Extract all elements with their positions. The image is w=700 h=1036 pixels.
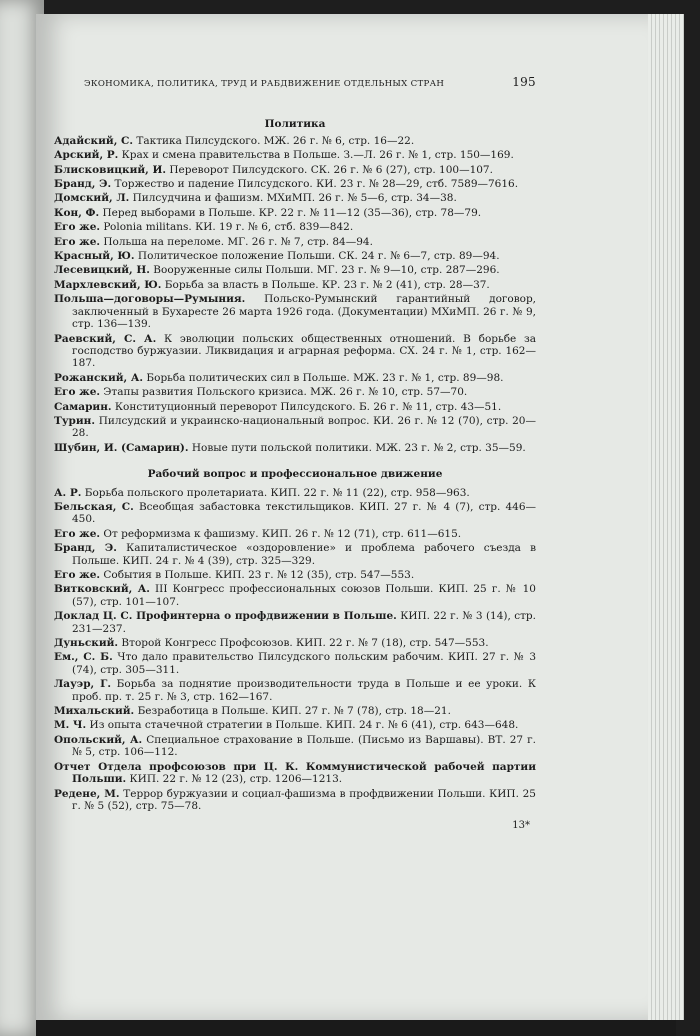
entry-text: Борьба политических сил в Польше. МЖ. 23 г. № 1, стр. 89—98.	[146, 371, 504, 384]
bibliography-entry	[54, 442, 536, 454]
bibliography-entry	[54, 415, 536, 440]
entry-author: Кон, Ф.	[54, 206, 100, 219]
entry-author: Михальский.	[54, 705, 135, 718]
bibliography-entry	[54, 401, 536, 413]
running-head	[84, 76, 536, 90]
entry-author: Рожанский, А.	[54, 371, 144, 384]
entry-text: Перед выборами в Польше. КР. 22 г. № 11—12 (35—36), стр. 78—79.	[102, 206, 482, 219]
entry-text: Этапы развития Польского кризиса. МЖ. 26 г. № 10, стр. 57—70.	[103, 386, 468, 399]
entry-author: Польша—договоры—Румыния.	[54, 293, 246, 306]
entry-author: М. Ч.	[54, 719, 87, 732]
entry-author: Бранд, Э.	[54, 542, 117, 555]
bibliography-entry	[54, 651, 536, 676]
entry-text: Польша на переломе. МГ. 26 г. № 7, стр. 84—94.	[103, 235, 373, 248]
entry-text: Политическое положение Польши. СК. 24 г. № 6—7, стр. 89—94.	[137, 250, 500, 263]
bibliography-entry	[54, 528, 536, 540]
entry-text: Террор буржуазии и социал-фашизма в профдвижении Польши. КИП. 25 г. № 5 (52), стр. 75—78.	[72, 787, 536, 812]
bibliography-entry	[54, 149, 536, 161]
bibliography-entry	[54, 761, 536, 786]
bibliography-sections	[54, 118, 536, 812]
bibliography-entry	[54, 279, 536, 291]
entry-text: Пилсудчина и фашизм. МХиМП. 26 г. № 5—6, стр. 34—38.	[132, 192, 457, 205]
entry-text: Второй Конгресс Профсоюзов. КИП. 22 г. № 7 (18), стр. 547—553.	[121, 637, 489, 650]
page-stack-edge	[648, 14, 684, 1020]
entry-text: Тактика Пилсудского. МЖ. 26 г. № 6, стр. 16—22.	[136, 134, 415, 147]
entry-author: Бранд, Э.	[54, 178, 112, 191]
entry-text: От реформизма к фашизму. КИП. 26 г. № 12 (71), стр. 611—615.	[103, 527, 462, 540]
entry-text: Пилсудский и украинско-национальный вопрос. КИ. 26 г. № 12 (70), стр. 20—28.	[72, 414, 536, 440]
entry-text: Торжество и падение Пилсудского. КИ. 23 г. № 28—29, стб. 7589—7616.	[114, 178, 519, 191]
entry-author: Доклад Ц. С. Профинтерна о профдвижении в Польше.	[54, 610, 397, 623]
entry-text: Конституционный переворот Пилсудского. Б. 26 г. № 11, стр. 43—51.	[114, 400, 502, 413]
entry-author: Арский, Р.	[54, 149, 119, 162]
bibliography-entry	[54, 569, 536, 581]
entry-author: Блисковицкий, И.	[54, 163, 167, 176]
bibliography-entry	[54, 501, 536, 526]
entry-text: КИП. 22 г. № 12 (23), стр. 1206—1213.	[129, 773, 343, 786]
entry-author: Бельская, С.	[54, 500, 134, 513]
entry-text: Всеобщая забастовка текстильщиков. КИП. 27 г. № 4 (7), стр. 446—450.	[72, 500, 536, 526]
page-content	[54, 76, 536, 833]
entry-author: Его же.	[54, 569, 101, 581]
entry-author: Его же.	[54, 386, 101, 399]
entry-author: Лауэр, Г.	[54, 678, 112, 691]
bibliography-entry	[54, 333, 536, 370]
entry-author: Мархлевский, Ю.	[54, 278, 162, 291]
page-number: 195	[512, 75, 536, 89]
entry-text: Что дало правительство Пилсудского польским рабочим. КИП. 27 г. № 3 (74), стр. 305—311.	[72, 651, 537, 676]
bottom-shadow	[36, 1020, 676, 1036]
entry-text: Борьба за поднятие производительности труда в Польше и ее уроки. К проб. пр. т. 25 г. № 3, стр. 162—167.	[72, 678, 537, 703]
entry-author: Красный, Ю.	[54, 250, 135, 263]
bibliography-entry	[54, 487, 536, 499]
entry-author: Витковский, А.	[54, 583, 150, 596]
bibliography-entry	[54, 734, 536, 759]
entry-author: Редене, М.	[54, 787, 120, 800]
entry-text: Вооруженные силы Польши. МГ. 23 г. № 9—10, стр. 287—296.	[153, 264, 500, 277]
bibliography-entry	[54, 372, 536, 384]
bibliography-entry	[54, 250, 536, 262]
bibliography-entry	[54, 583, 536, 608]
signature-mark: 13*	[512, 820, 530, 832]
bibliography-entry	[54, 207, 536, 219]
entry-text: Безработица в Польше. КИП. 27 г. № 7 (78), стр. 18—21.	[137, 705, 451, 718]
entry-author: Его же.	[54, 527, 101, 540]
entry-author: Шубин, И. (Самарин).	[54, 441, 189, 454]
entry-author: Его же.	[54, 221, 101, 234]
entry-text: Капиталистическое «оздоровление» и проблема рабочего съезда в Польше. КИП. 24 г. № 4 (39), стр. 325—329.	[72, 542, 536, 567]
bibliography-entry	[54, 637, 536, 649]
bibliography-entry	[54, 705, 536, 717]
bibliography-entry	[54, 178, 536, 190]
entry-text: Новые пути польской политики. МЖ. 23 г. № 2, стр. 35—59.	[191, 441, 526, 454]
entry-author: Раевский, С. А.	[54, 332, 157, 345]
entry-author: Его же.	[54, 235, 101, 248]
entry-text: Борьба польского пролетариата. КИП. 22 г. № 11 (22), стр. 958—963.	[84, 486, 470, 499]
entry-author: Дуньский.	[54, 637, 119, 650]
entry-text: Переворот Пилсудского. СК. 26 г. № 6 (27), стр. 100—107.	[169, 163, 493, 176]
bibliography-entry	[54, 135, 536, 147]
entry-author: Самарин.	[54, 400, 112, 413]
bibliography-entry	[54, 542, 536, 567]
running-head-title: ЭКОНОМИКА, ПОЛИТИКА, ТРУД И РАБДВИЖЕНИЕ ОТДЕЛЬНЫХ СТРАН	[84, 79, 445, 89]
bibliography-entry	[54, 293, 536, 330]
entry-author: Отчет Отдела профсоюзов при Ц. К. Коммунистической рабочей партии Польши.	[54, 760, 536, 786]
entry-author: А. Р.	[54, 486, 82, 499]
entry-author: Турин.	[54, 414, 96, 427]
entry-author: Ем., С. Б.	[54, 651, 113, 664]
entry-text: КИП. 22 г. № 3 (14), стр. 231—237.	[72, 610, 536, 635]
bibliography-entry	[54, 788, 536, 813]
entry-text: Специальное страхование в Польше. (Письмо из Варшавы). ВТ. 27 г. № 5, стр. 106—112.	[72, 733, 537, 759]
entry-text: Polonia militans. КИ. 19 г. № 6, стб. 839—842.	[103, 221, 354, 234]
bibliography-entry	[54, 719, 536, 731]
entry-text: События в Польше. КИП. 23 г. № 12 (35), стр. 547—553.	[103, 569, 415, 581]
bibliography-entry	[54, 192, 536, 204]
entry-text: К эволюции польских общественных отношений. В борьбе за господство буржуазии. Ликвидация и аграрная реформа. СХ. 24 г. № 1, стр. 162—187.	[72, 332, 536, 370]
entry-author: Опольский, А.	[54, 733, 143, 746]
section-heading: Политика	[264, 118, 326, 131]
entry-author: Лесевицкий, Н.	[54, 264, 150, 277]
bibliography-entry	[54, 236, 536, 248]
bibliography-entry	[54, 164, 536, 176]
section-heading: Рабочий вопрос и профессиональное движение	[147, 468, 443, 481]
bibliography-entry	[54, 678, 536, 703]
entry-text: III Конгресс профессиональных союзов Польши. КИП. 25 г. № 10 (57), стр. 101—107.	[72, 583, 536, 608]
bibliography-entry	[54, 221, 536, 233]
entry-author: Адайский, С.	[54, 134, 134, 147]
entry-text: Крах и смена правительства в Польше. З.—Л. 26 г. № 1, стр. 150—169.	[121, 149, 514, 162]
bibliography-entry	[54, 264, 536, 276]
bibliography-entry	[54, 386, 536, 398]
entry-text: Борьба за власть в Польше. КР. 23 г. № 2 (41), стр. 28—37.	[164, 278, 490, 291]
entry-text: Из опыта стачечной стратегии в Польше. КИП. 24 г. № 6 (41), стр. 643—648.	[89, 719, 519, 732]
entry-author: Домский, Л.	[54, 192, 130, 205]
bibliography-entry	[54, 610, 536, 635]
entry-text: Польско-Румынский гарантийный договор, заключенный в Бухаресте 26 марта 1926 года. (Документации) МХиМП. 26 г. № 9, стр. 136—139.	[72, 293, 536, 331]
